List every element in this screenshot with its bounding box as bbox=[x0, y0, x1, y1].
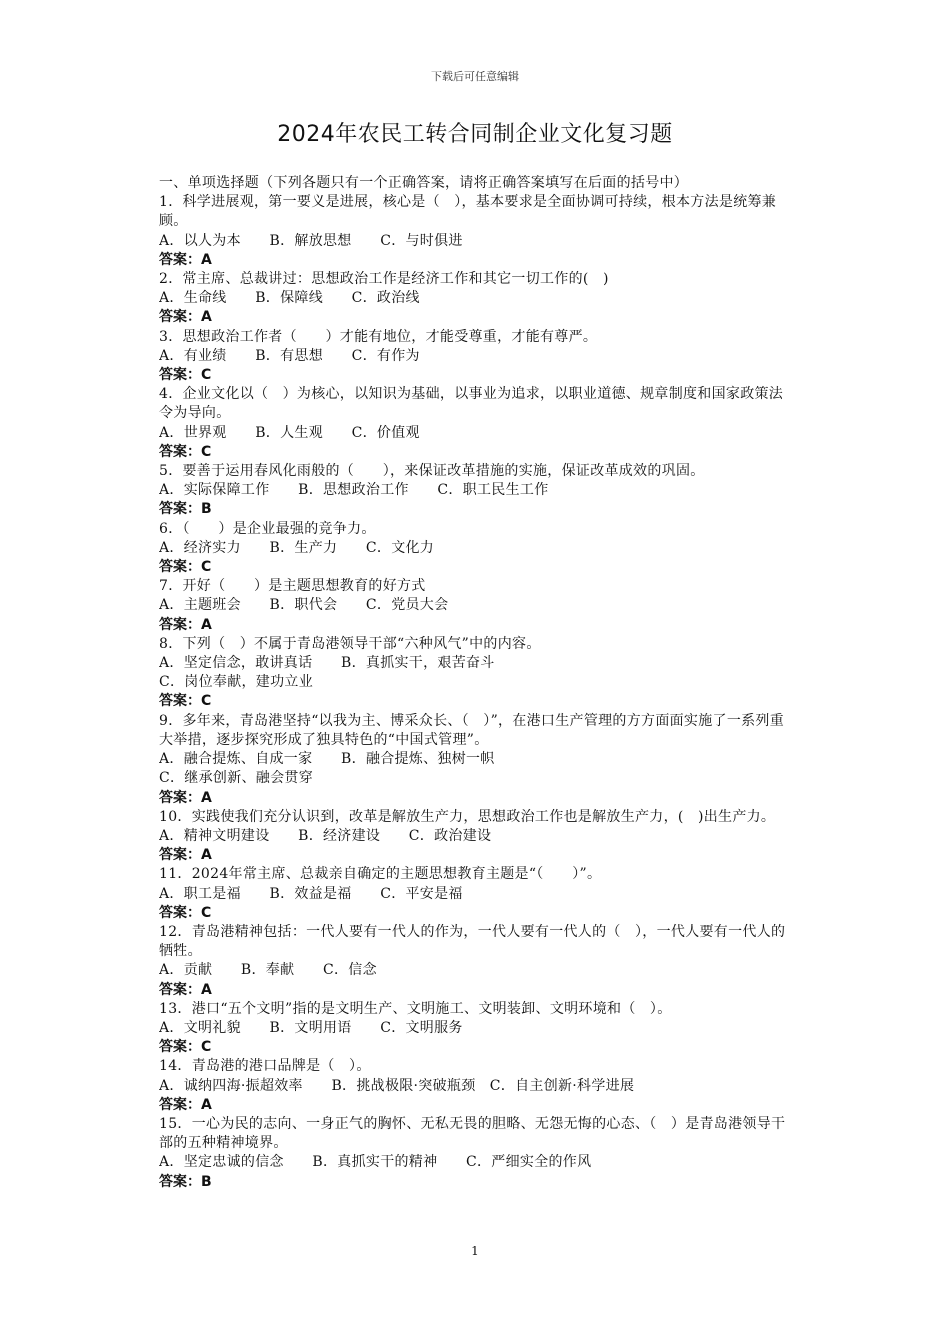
question-text: 8．下列（ ）不属于青岛港领导干部“六种风气”中的内容。 bbox=[159, 635, 541, 652]
question-item bbox=[159, 923, 795, 1000]
question-answer: 答案：B bbox=[159, 501, 212, 518]
question-text: 4．企业文化以（ ）为核心，以知识为基础，以事业为追求，以职业道德、规章制度和国家政策法令为导向。 bbox=[159, 386, 784, 422]
question-answer: 答案：A bbox=[159, 309, 212, 326]
question-text: 10．实践使我们充分认识到，改革是解放生产力，思想政治工作也是解放生产力，( )出生产力。 bbox=[159, 808, 776, 825]
question-item bbox=[159, 1057, 795, 1115]
question-item bbox=[159, 385, 795, 462]
question-item bbox=[159, 712, 795, 808]
question-answer: 答案：A bbox=[159, 616, 212, 633]
question-item bbox=[159, 865, 795, 923]
question-text: 6．（ ）是企业最强的竞争力。 bbox=[159, 520, 376, 537]
question-item bbox=[159, 270, 795, 328]
question-options: A．以人为本 B．解放思想 C．与时俱进 bbox=[159, 232, 463, 249]
question-options: A．职工是福 B．效益是福 C．平安是福 bbox=[159, 885, 463, 902]
document-title: 2024年农民工转合同制企业文化复习题 bbox=[277, 122, 673, 147]
question-options-continued: C．岗位奉献，建功立业 bbox=[159, 674, 314, 691]
question-options-continued: C．继承创新、融会贯穿 bbox=[159, 770, 314, 787]
question-options: A．主题班会 B．职代会 C．党员大会 bbox=[159, 597, 449, 614]
question-answer: 答案：C bbox=[159, 559, 212, 576]
question-answer: 答案：A bbox=[159, 847, 212, 864]
question-item bbox=[159, 577, 795, 635]
question-text: 14．青岛港的港口品牌是（ ）。 bbox=[159, 1058, 371, 1075]
question-text: 9．多年来，青岛港坚持“以我为主、博采众长、（ ）”，在港口生产管理的方方面面实施了一系列重大举措，逐步探究形成了独具特色的“中国式管理”。 bbox=[159, 712, 785, 748]
question-text: 13．港口“五个文明”指的是文明生产、文明施工、文明装卸、文明环境和（ ）。 bbox=[159, 1000, 672, 1017]
question-options: A．坚定忠诚的信念 B．真抓实干的精神 C．严细实全的作风 bbox=[159, 1154, 592, 1171]
question-options: A．世界观 B．人生观 C．价值观 bbox=[159, 424, 420, 441]
question-text: 11．2024年常主席、总裁亲自确定的主题思想教育主题是“（ ）”。 bbox=[159, 866, 602, 883]
question-options: A．文明礼貌 B．文明用语 C．文明服务 bbox=[159, 1019, 463, 1036]
question-options: A．实际保障工作 B．思想政治工作 C．职工民生工作 bbox=[159, 482, 549, 499]
question-item bbox=[159, 1115, 795, 1192]
question-options: A．坚定信念，敢讲真话 B．真抓实干，艰苦奋斗 bbox=[159, 655, 495, 672]
question-item bbox=[159, 520, 795, 578]
question-answer: 答案：C bbox=[159, 367, 212, 384]
question-item bbox=[159, 808, 795, 866]
question-options: A．经济实力 B．生产力 C．文化力 bbox=[159, 539, 435, 556]
question-answer: 答案：B bbox=[159, 1173, 212, 1190]
question-text: 5．要善于运用春风化雨般的（ ），来保证改革措施的实施，保证改革成效的巩固。 bbox=[159, 463, 705, 480]
question-item bbox=[159, 462, 795, 520]
question-item bbox=[159, 193, 795, 270]
question-answer: 答案：A bbox=[159, 1096, 212, 1113]
question-answer: 答案：A bbox=[159, 981, 212, 998]
question-text: 15．一心为民的志向、一身正气的胸怀、无私无畏的胆略、无怨无悔的心态、（ ）是青岛港领导干部的五种精神境界。 bbox=[159, 1115, 786, 1152]
question-text: 7．开好（ ）是主题思想教育的好方式 bbox=[159, 578, 426, 595]
page-number: 1 bbox=[471, 1244, 479, 1258]
question-answer: 答案：C bbox=[159, 693, 212, 710]
header-note: 下载后可任意编辑 bbox=[431, 70, 519, 83]
question-options: A．融合提炼、自成一家 B．融合提炼、独树一帜 bbox=[159, 751, 495, 768]
question-answer: 答案：C bbox=[159, 443, 212, 460]
question-options: A．贡献 B．奉献 C．信念 bbox=[159, 962, 377, 979]
question-options: A．诚纳四海·振超效率 B．挑战极限·突破瓶颈 C．自主创新·科学进展 bbox=[159, 1077, 635, 1094]
section-heading: 一、单项选择题（下列各题只有一个正确答案，请将正确答案填写在后面的括号中） bbox=[159, 175, 689, 191]
question-text: 2．常主席、总裁讲过：思想政治工作是经济工作和其它一切工作的( ) bbox=[159, 271, 609, 288]
question-item bbox=[159, 635, 795, 712]
question-item bbox=[159, 1000, 795, 1058]
question-answer: 答案：A bbox=[159, 789, 212, 806]
question-answer: 答案：C bbox=[159, 1039, 212, 1056]
question-options: A．有业绩 B．有思想 C．有作为 bbox=[159, 347, 420, 364]
document-body bbox=[159, 174, 795, 1192]
question-text: 1．科学进展观，第一要义是进展，核心是（ ），基本要求是全面协调可持续，根本方法是统筹兼顾。 bbox=[159, 194, 777, 230]
question-text: 12．青岛港精神包括：一代人要有一代人的作为，一代人要有一代人的（ ），一代人要有一代人的牺牲。 bbox=[159, 923, 786, 960]
question-options: A．生命线 B．保障线 C．政治线 bbox=[159, 290, 420, 307]
question-answer: 答案：C bbox=[159, 904, 212, 921]
question-item bbox=[159, 328, 795, 386]
question-options: A．精神文明建设 B．经济建设 C．政治建设 bbox=[159, 827, 492, 844]
question-text: 3．思想政治工作者（ ）才能有地位，才能受尊重，才能有尊严。 bbox=[159, 328, 598, 345]
question-answer: 答案：A bbox=[159, 251, 212, 268]
